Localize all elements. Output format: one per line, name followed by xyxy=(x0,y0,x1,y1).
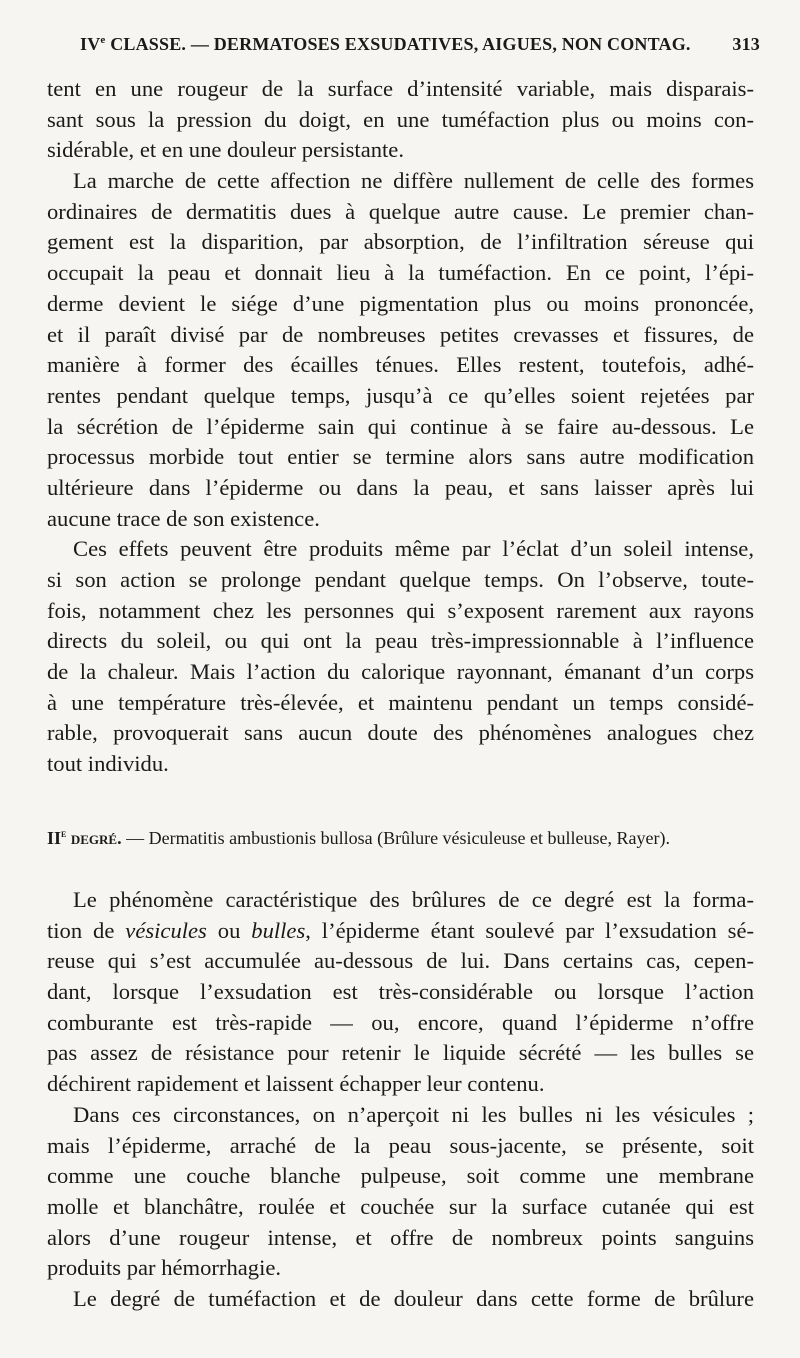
text-line: et il paraît divisé par de nombreuses petites crevasses et fissures, de xyxy=(47,321,754,347)
text-line: mais l’épiderme, arraché de la peau sous-jacente, se présente, soit xyxy=(47,1132,754,1158)
header-title: IVe CLASSE. — DERMATOSES EXSUDATIVES, AIGUES, NON CONTAG. xyxy=(80,34,691,54)
text-line: produits par hémorrhagie. xyxy=(47,1255,282,1281)
text-line: comme une couche blanche pulpeuse, soit comme une membrane xyxy=(47,1163,754,1189)
text-line: directs du soleil, ou qui ont la peau très-impressionnable à l’influence xyxy=(47,628,754,654)
text-line: ultérieure dans l’épiderme ou dans la peau, et sans laisser après lui xyxy=(47,474,754,500)
text-line: Le phénomène caractéristique des brûlures de ce degré est la forma- xyxy=(73,887,754,912)
text-line: ordinaires de dermatitis dues à quelque autre cause. Le premier chan- xyxy=(47,198,754,224)
text-line: rable, provoquerait sans aucun doute des phénomènes analogues chez xyxy=(47,720,754,746)
text-line: déchirent rapidement et laissent échapper leur contenu. xyxy=(47,1071,545,1097)
text-line: Ces effets peuvent être produits même par l’éclat d’un soleil intense, xyxy=(73,536,754,562)
text-line: reuse qui s’est accumulée au-dessous de lui. Dans certains cas, cepen- xyxy=(47,948,754,974)
text-line: la sécrétion de l’épiderme sain qui continue à se faire au-dessous. Le xyxy=(47,413,754,439)
text-line: sant sous la pression du doigt, en une tuméfaction plus ou moins con- xyxy=(47,106,754,132)
text-line: manière à former des écailles ténues. Elles restent, toutefois, adhé- xyxy=(47,352,754,378)
text-line: tent en une rougeur de la surface d’intensité variable, mais disparais- xyxy=(47,76,754,101)
text-line: rentes pendant quelque temps, jusqu’à ce qu’elles soient rejetées par xyxy=(47,382,754,408)
text-line: Dans ces circonstances, on n’aperçoit ni les bulles ni les vésicules ; xyxy=(73,1101,754,1127)
text-block-1 xyxy=(47,74,754,780)
text-line: dant, lorsque l’exsudation est très-considérable ou lorsque l’action xyxy=(47,979,754,1005)
text-line: comburante est très-rapide — ou, encore, quand l’épiderme n’offre xyxy=(47,1009,754,1035)
text-block-2 xyxy=(47,885,754,1315)
text-line: processus morbide tout entier se termine alors sans autre modification xyxy=(47,444,754,470)
section-heading: IIe degré. — Dermatitis ambustionis bullosa (Brûlure vésiculeuse et bulleuse, Rayer). xyxy=(47,828,670,848)
text-line: tout individu. xyxy=(47,751,169,777)
text-line: sidérable, et en une douleur persistante. xyxy=(47,137,404,163)
running-header xyxy=(80,34,760,55)
text-line: de la chaleur. Mais l’action du calorique rayonnant, émanant d’un corps xyxy=(47,659,754,685)
text-line: fois, notamment chez les personnes qui s’exposent rarement aux rayons xyxy=(47,597,754,623)
text-line: gement est la disparition, par absorption, de l’infiltration séreuse qui xyxy=(47,229,754,255)
text-line: aucune trace de son existence. xyxy=(47,505,320,531)
text-line: derme devient le siége d’une pigmentation plus ou moins prononcée, xyxy=(47,290,754,316)
page-number: 313 xyxy=(732,34,760,54)
text-line: Le degré de tuméfaction et de douleur dans cette forme de brûlure xyxy=(73,1285,754,1311)
text-line: molle et blanchâtre, roulée et couchée sur la surface cutanée qui est xyxy=(47,1193,754,1219)
text-line: La marche de cette affection ne diffère nullement de celle des formes xyxy=(73,168,754,194)
text-line: pas assez de résistance pour retenir le liquide sécrété — les bulles se xyxy=(47,1040,754,1066)
text-line: si son action se prolonge pendant quelque temps. On l’observe, toute- xyxy=(47,567,754,592)
text-line: à une température très-élevée, et maintenu pendant un temps considé- xyxy=(47,689,754,715)
text-line: occupait la peau et donnait lieu à la tuméfaction. En ce point, l’épi- xyxy=(47,260,754,286)
text-line: alors d’une rougeur intense, et offre de nombreux points sanguins xyxy=(47,1224,754,1250)
text-line: tion de vésicules ou bulles, l’épiderme étant soulevé par l’exsudation sé- xyxy=(47,917,754,943)
